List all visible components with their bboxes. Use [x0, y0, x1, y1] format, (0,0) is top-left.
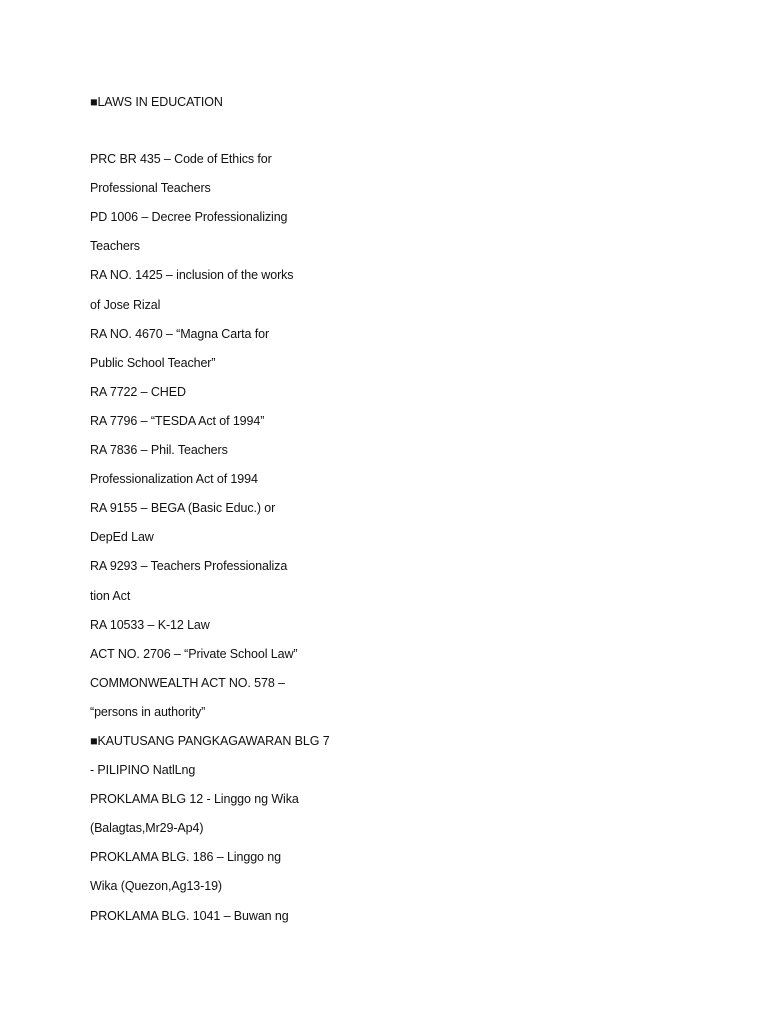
text-line: PRC BR 435 – Code of Ethics for	[90, 152, 272, 167]
text-line: Professionalization Act of 1994	[90, 472, 258, 487]
text-line: Wika (Quezon,Ag13-19)	[90, 879, 222, 894]
text-line: RA NO. 4670 – “Magna Carta for	[90, 326, 270, 341]
text-line: Teachers	[90, 239, 140, 254]
text-line: PROKLAMA BLG. 1041 – Buwan ng	[90, 908, 289, 923]
text-line: (Balagtas,Mr29-Ap4)	[90, 821, 204, 836]
text-line: RA 9155 – BEGA (Basic Educ.) or	[90, 501, 276, 516]
document-body	[90, 88, 390, 931]
text-line: PROKLAMA BLG 12 - Linggo ng Wika	[90, 792, 299, 807]
text-line: RA 10533 – K-12 Law	[90, 617, 210, 632]
document-heading: ■LAWS IN EDUCATION	[90, 95, 223, 109]
blank-line	[90, 117, 390, 145]
text-line: COMMONWEALTH ACT NO. 578 –	[90, 675, 285, 690]
text-line: ACT NO. 2706 – “Private School Law”	[90, 646, 298, 661]
text-line: tion Act	[90, 588, 131, 603]
text-line: Public School Teacher”	[90, 355, 216, 370]
text-line: “persons in authority”	[90, 704, 206, 719]
text-line: DepEd Law	[90, 530, 154, 545]
text-line: RA 7836 – Phil. Teachers	[90, 443, 228, 458]
text-line: RA 7796 – “TESDA Act of 1994”	[90, 413, 265, 428]
text-line: RA 9293 – Teachers Professionaliza	[90, 559, 288, 574]
text-line: PROKLAMA BLG. 186 – Linggo ng	[90, 850, 281, 865]
text-line: RA NO. 1425 – inclusion of the works	[90, 268, 294, 283]
text-line: - PILIPINO NatlLng	[90, 763, 196, 778]
text-line: Professional Teachers	[90, 181, 211, 196]
section-heading: ■KAUTUSANG PANGKAGAWARAN BLG 7	[90, 733, 330, 748]
text-line: PD 1006 – Decree Professionalizing	[90, 210, 288, 225]
text-line: of Jose Rizal	[90, 297, 161, 312]
text-line: RA 7722 – CHED	[90, 384, 186, 399]
